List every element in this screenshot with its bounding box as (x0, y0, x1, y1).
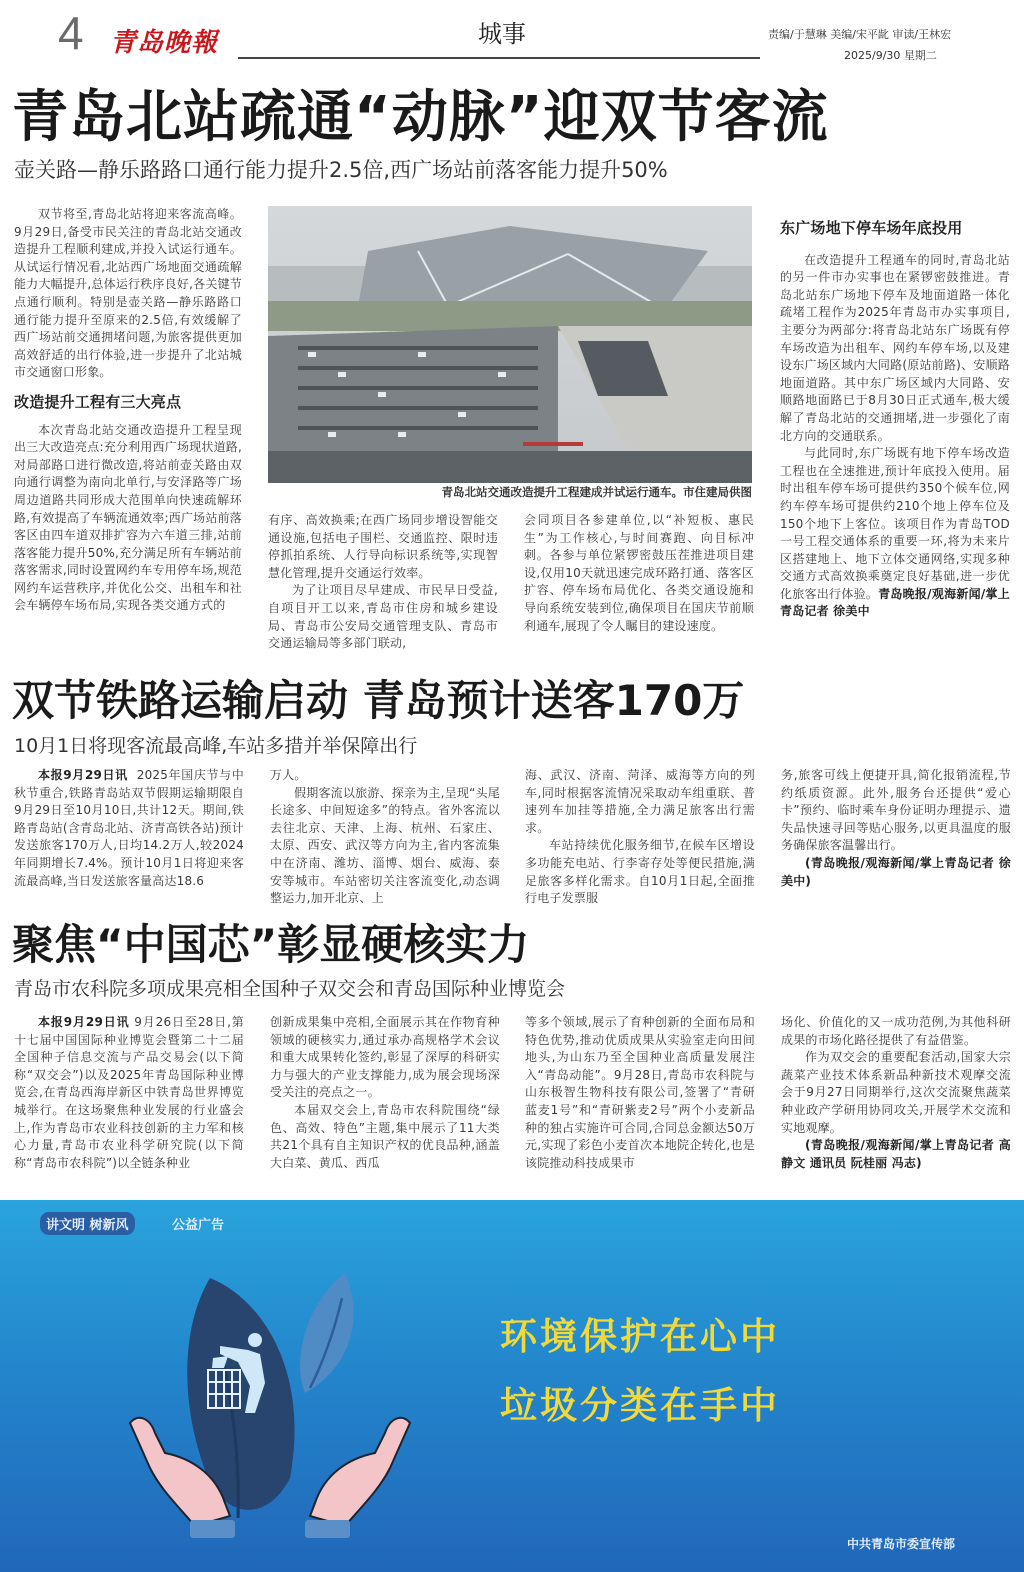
article3-column-1 (14, 1014, 244, 1172)
article1-section1-paragraph: 本次青岛北站交通改造提升工程呈现出三大改造亮点:充分利用西广场现状道路,对局部路口进行微改造,将站前壶关路由双向通行调整为南向北单行,与安泽路等广场周边道路共同形成大范围单向快速疏解环路,有效提高了车辆流通效率;西广场站前落客区由四车道双排扩容为六车道三排,站前落客能力提升50%,充分满足所有车辆站前落客需求,同时设置网约车专用停车场,规范网约车运营秩序,并优化公交、出租车和社会车辆停车场布局,实现各类交通方式的 (14, 422, 242, 613)
article1-col2-paragraph-1: 有序、高效换乘;在西广场同步增设智能交通设施,包括电子围栏、交通监控、限时违停抓拍系统、人行导向标识系统等,实现智慧化管理,提升交通运行效率。 (268, 513, 498, 580)
ad-type-label: 公益广告 (172, 1218, 225, 1233)
article3-col2-continuation: 创新成果集中亮相,全面展示其在作物育种领域的硬核实力,通过承办高规格学术会议和重大成果转化签约,彰显了深厚的科研实力与强大的产业支撑能力,成为展会现场深受关注的亮点之一。 (270, 1015, 500, 1100)
article2-col3-continuation: 海、武汉、济南、菏泽、威海等方向的列车,同时根据客流情况采取动车组重联、普速列车加挂等措施,全力满足旅客出行需求。 (525, 768, 755, 835)
ad-slogan-line-2: 垃圾分类在手中 (500, 1384, 780, 1427)
small-leaf-icon (300, 1273, 354, 1393)
newspaper-logo: 青岛晚報 (110, 28, 219, 58)
article1-section2-paragraph-1: 在改造提升工程通车的同时,青岛北站的另一件市办实事也在紧锣密鼓推进。青岛北站东广场地下停车及地面道路一体化疏堵工程作为2025年青岛市办实事项目,主要分为两部分:将青岛北站东广场既有停车场改造为出租车、网约车停车场,以及建设东广场区域内大同路(原站前路)、安顺路地面道路。其中东广场区域内大同路、安顺路地面路已于8月30日正式通车,极大缓解了青岛北站的交通拥堵,进一步强化了南北方向的交通联系。 (780, 252, 1010, 443)
article2-col2-continuation: 万人。 (270, 768, 307, 782)
public-service-ad (0, 1200, 1024, 1572)
page-number: 4 (58, 7, 84, 59)
article3-col3-paragraph: 等多个领域,展示了育种创新的全面布局和特色优势,推动优质成果从实验室走向田间地头,为山东乃至全国种业高质量发展注入“青岛动能”。9月28日,青岛市农科院与山东极智生物科技有限公司,签署了“青研蓝麦1号”和“青研紫麦2号”两个小麦新品种的独占实施许可合同,合同总金额达50万元,实现了彩色小麦首次本地院企转化,也是该院推动科技成果市 (525, 1015, 755, 1170)
article1-intro: 双节将至,青岛北站将迎来客流高峰。9月29日,备受市民关注的青岛北站交通改造提升工程顺利建成,并投入试运行通车。从试运行情况看,北站西广场地面交通疏解能力大幅提升,总体运行秩序良好,各关键节点通行顺利。特别是壶关路—静乐路路口通行能力提升至原来的2.5倍,有效缓解了西广场站前交通拥堵问题,为旅客提供更加高效舒适的出行体验,进一步提升了北站城市交通窗口形象。 (14, 207, 242, 380)
article1-column-1 (14, 206, 242, 615)
article3-column-4 (781, 1014, 1011, 1172)
photo-caption: 青岛北站交通改造提升工程建成并试运行通车。市住建局供图 (441, 485, 752, 499)
article2-subheadline: 10月1日将现客流最高峰,车站多措并举保障出行 (14, 735, 418, 757)
article1-column-2 (268, 512, 498, 653)
article1-column-3 (524, 512, 754, 635)
masthead-rule (238, 57, 760, 59)
article2-col1-text: 2025年国庆节与中秋节重合,铁路青岛站双节假期运输期限自9月29日至10月10日,共计12天。期间,铁路青岛站(含青岛北站、济青高铁各站)预计发送旅客170万人,日均14.2万人,较2024年同期增长7.4%。预计10月1日将迎来客流最高峰,当日发送旅客量高达18.6 (14, 768, 244, 888)
article3-col2-paragraph: 本届双交会上,青岛市农科院围绕“绿色、高效、特色”主题,集中展示了11大类共21个具有自主知识产权的优良品种,涵盖大白菜、黄瓜、西瓜 (270, 1102, 500, 1170)
article3-col4-paragraph: 作为双交会的重要配套活动,国家大宗蔬菜产业技术体系新品种新技术观摩交流会于9月27日同期举行,这次交流聚焦蔬菜种业政产学研用协同攻关,开展学术交流和实地观摩。 (781, 1050, 1011, 1135)
article1-section2-paragraph-2: 与此同时,东广场既有地下停车场改造工程也在全速推进,预计年底投入使用。届时出租车停车场可提供约350个候车位,网约车停车场可提供约210个地上停车位及150个地下上客位。该项目作为青岛TOD一号工程交通体系的重要一环,将为未来片区搭建地上、地下立体交通网络,实现多种交通方式高效换乘奠定良好基础,进一步优化旅客出行体验。青岛晚报/观海新闻/掌上青岛记者 徐美中 (780, 446, 1010, 619)
article2-headline[interactable]: 双节铁路运输启动 青岛预计送客170万 (12, 676, 745, 725)
article3-col4-continuation: 场化、价值化的又一成功范例,为其他科研成果的市场化路径提供了有益借鉴。 (781, 1015, 1011, 1047)
article1-section2-title: 东广场地下停车场年底投用 (780, 219, 963, 237)
ad-tag: 讲文明 树新风 (40, 1212, 135, 1235)
article2-column-1 (14, 767, 244, 890)
article3-column-2 (270, 1014, 500, 1172)
article2-column-2 (270, 767, 500, 908)
article1-section1-title: 改造提升工程有三大亮点 (14, 392, 182, 411)
station-photo-illustration (268, 206, 752, 483)
article3-byline: (青岛晚报/观海新闻/掌上青岛记者 高静文 通讯员 阮桂丽 冯志) (781, 1138, 1011, 1170)
ad-sponsor: 中共青岛市委宣传部 (847, 1537, 956, 1551)
article1-col2-paragraph-2: 为了让项目尽早建成、市民早日受益,自项目开工以来,青岛市住房和城乡建设局、青岛市公安局交通管理支队、青岛市交通运输局等多部门联动, (268, 583, 498, 651)
article2-dateline: 本报9月29日讯 (38, 768, 128, 782)
article2-byline: (青岛晚报/观海新闻/掌上青岛记者 徐美中) (781, 855, 1011, 888)
article3-column-3 (525, 1014, 755, 1172)
editor-credits: 责编/于慧琳 美编/宋平龀 审读/王林宏 (768, 28, 952, 41)
article2-column-4 (781, 767, 1011, 890)
article2-col3-paragraph: 车站持续优化服务细节,在候车区增设多功能充电站、行李寄存处等便民措施,满足旅客多样化需求。自10月1日起,全面推行电子发票服 (525, 838, 755, 906)
article3-subheadline: 青岛市农科院多项成果亮相全国种子双交会和青岛国际种业博览会 (14, 978, 566, 1000)
section-title: 城事 (478, 20, 526, 48)
article1-subheadline: 壶关路—静乐路路口通行能力提升2.5倍,西广场站前落客能力提升50% (14, 158, 668, 182)
article1-col3-paragraph: 会同项目各参建单位,以“补短板、惠民生”为工作核心,与时间赛跑、向目标冲刺。各参与单位紧锣密鼓压茬推进项目建设,仅用10天就迅速完成环路打通、落客区扩容、停车场布局优化、各类交通设施和导向系统安装到位,确保项目在国庆节前顺利通车,展现了令人瞩目的建设速度。 (524, 513, 754, 633)
article2-col2-paragraph: 假期客流以旅游、探亲为主,呈现“头尾长途多、中间短途多”的特点。省外客流以去往北京、天津、上海、杭州、石家庄、太原、西安、武汉等方向为主,省内客流集中在济南、潍坊、淄博、烟台、威海、泰安等城市。车站密切关注客流变化,动态调整运力,加开北京、上 (270, 785, 500, 906)
station-aerial-photo (268, 206, 752, 483)
article3-dateline: 本报9月29日讯 (38, 1015, 130, 1029)
article2-column-3 (525, 767, 755, 908)
article1-column-4 (780, 220, 1010, 621)
recycling-leaf-hands-illustration (120, 1258, 420, 1548)
article3-col1-text: 9月26日至28日,第十七届中国国际种业博览会暨第二十二届全国种子信息交流与产品交易会(以下简称“双交会”)以及2025年青岛国际种业博览会,在青岛西海岸新区中铁青岛世界博览城举行。在这场聚焦种业发展的行业盛会上,作为青岛市农业科技创新的主力军和核心力量,青岛市农业科学研究院(以下简称“青岛市农科院”)以全链条种业 (14, 1015, 245, 1170)
article1-headline[interactable]: 青岛北站疏通“动脉”迎双节客流 (12, 85, 829, 150)
article3-headline[interactable]: 聚焦“中国芯”彰显硬核实力 (12, 920, 530, 969)
article2-col4-paragraph: 务,旅客可线上便捷开具,简化报销流程,节约纸质资源。此外,服务台还提供“爱心卡”预约、临时乘车身份证明办理提示、遗失品快速寻回等贴心服务,以更具温度的服务确保旅客温馨出行。 (781, 768, 1011, 853)
issue-date: 2025/9/30 星期二 (844, 49, 937, 62)
article1-byline: 青岛晚报/观海新闻/掌上青岛记者 徐美中 (780, 586, 1010, 619)
ad-slogan-line-1: 环境保护在心中 (500, 1315, 780, 1358)
